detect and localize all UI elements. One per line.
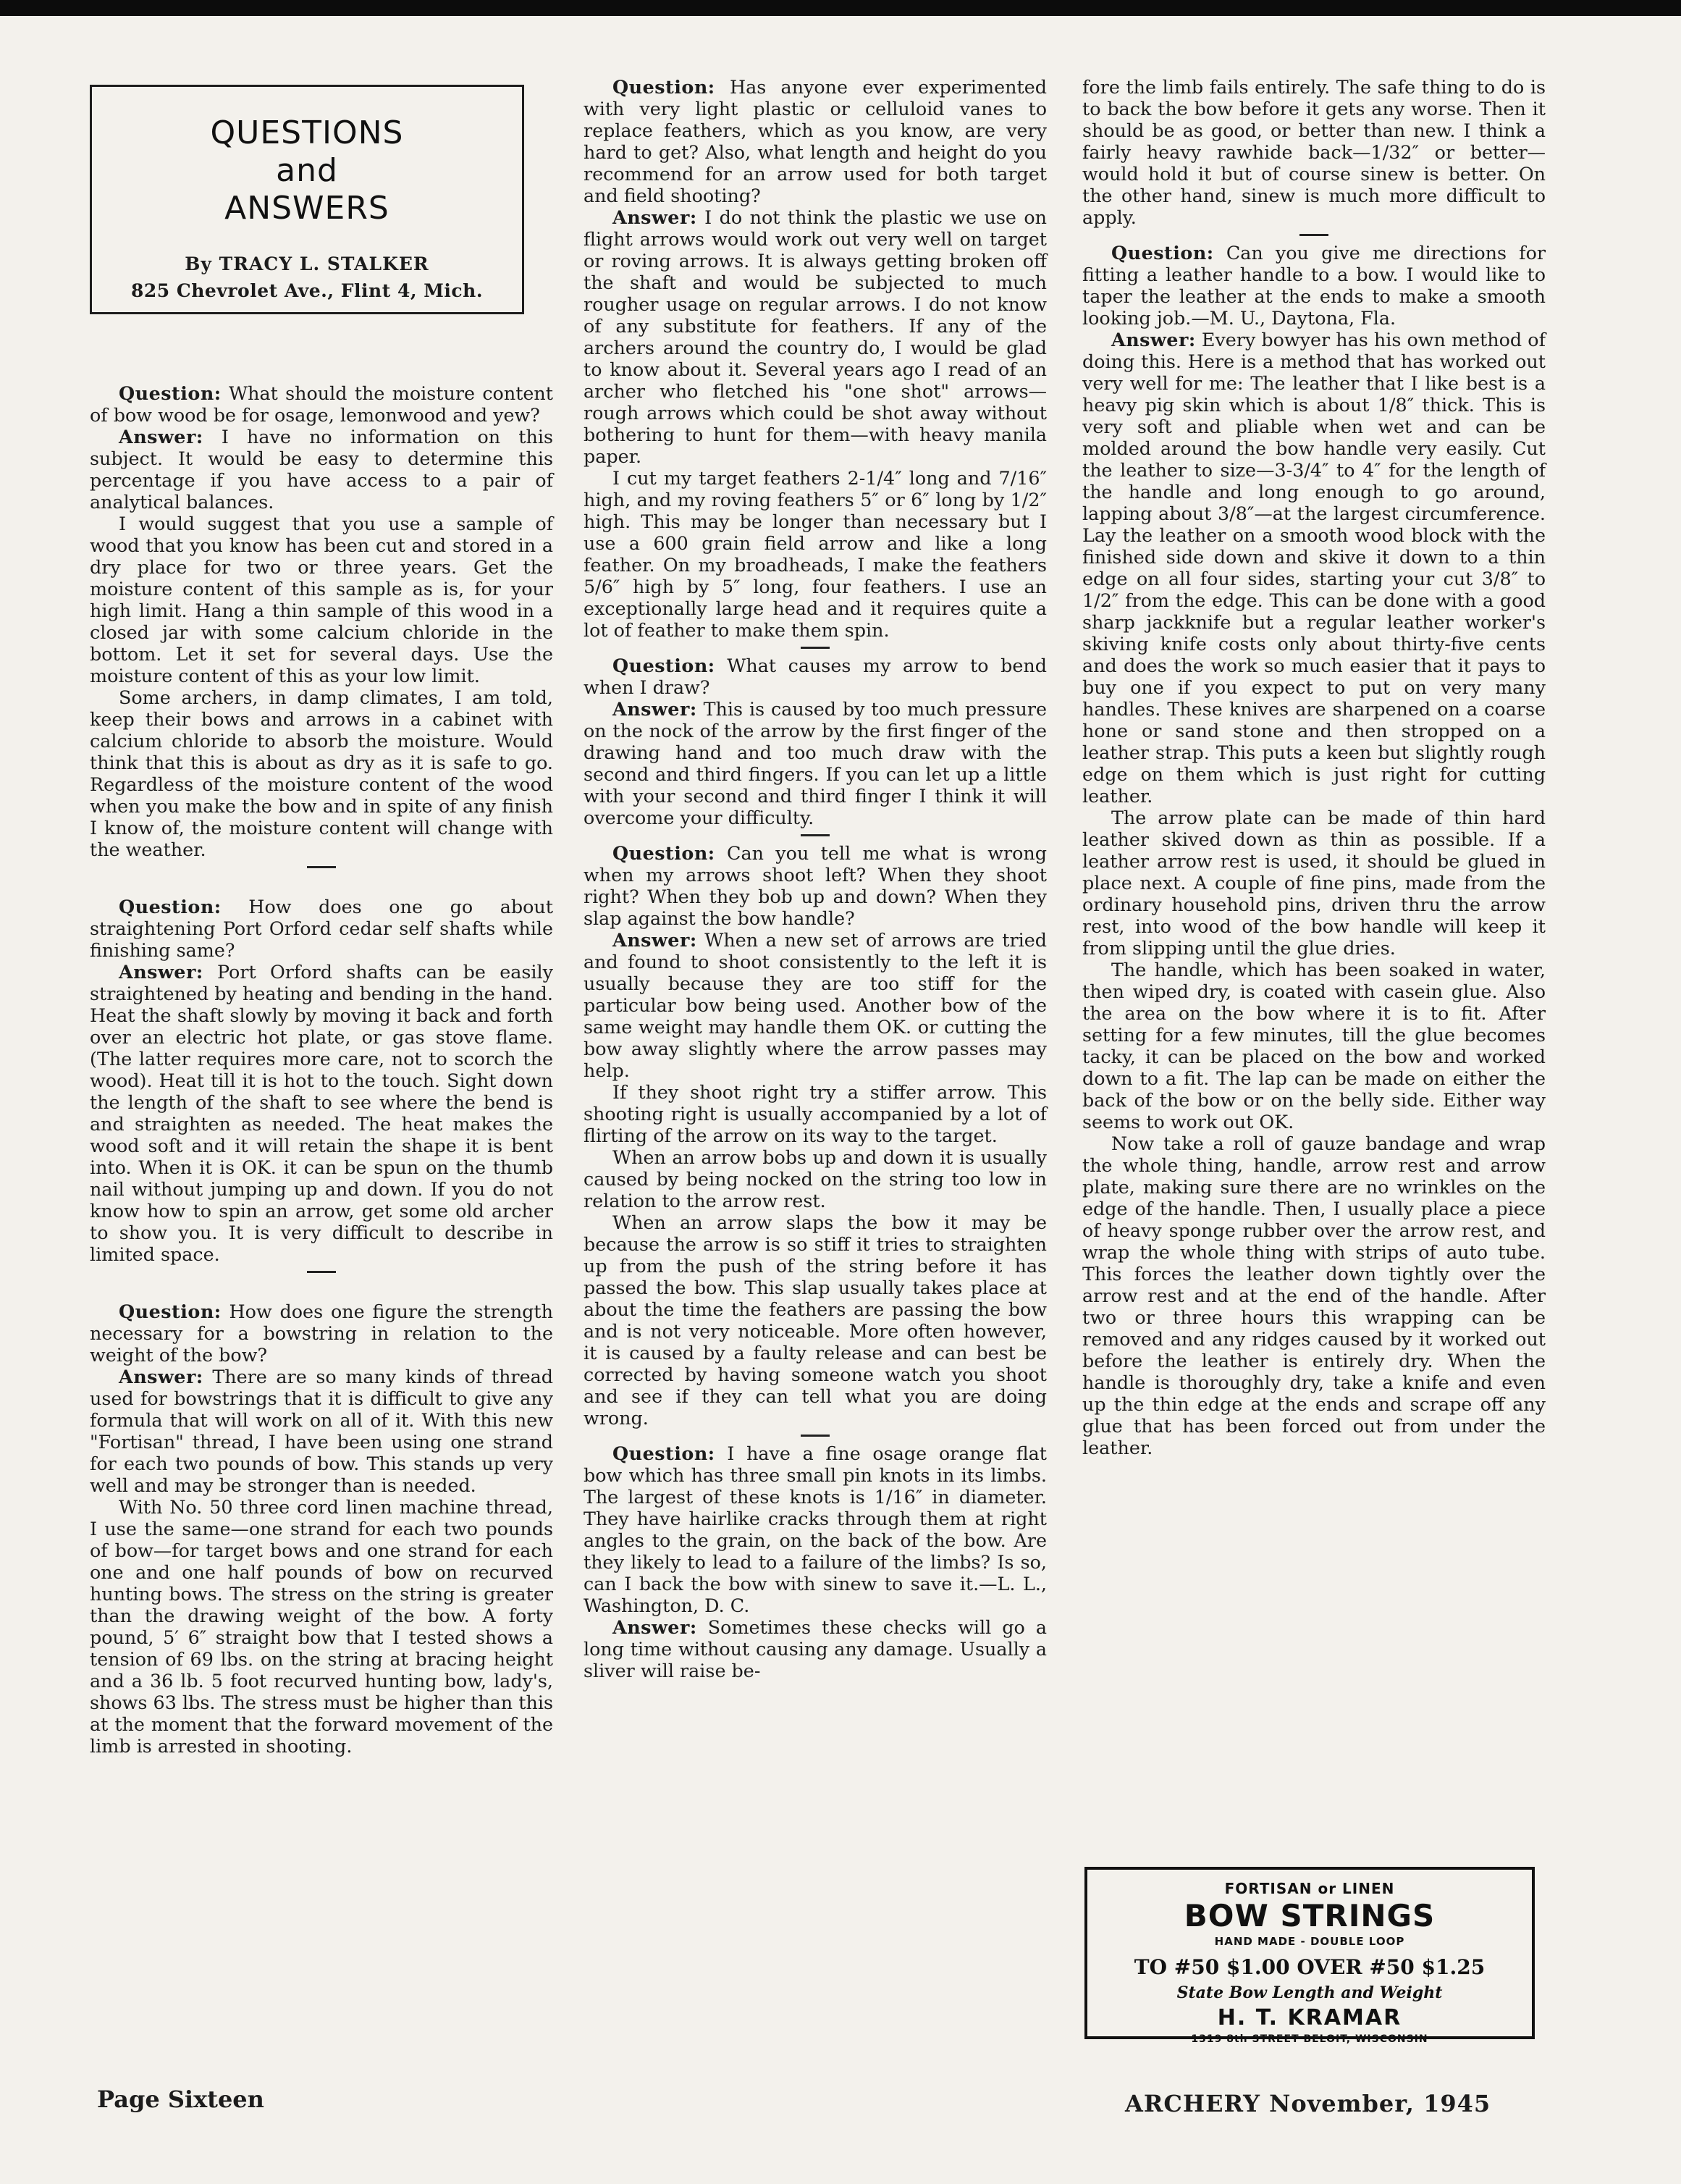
title-line-1: QUESTIONS	[210, 114, 404, 151]
column-2	[583, 76, 1047, 1681]
question-label: Question:	[119, 896, 222, 917]
paragraph: Question: Can you give me directions for fitting a leather handle to a bow. I would like to taper the leather at the ends to make a smooth looking job.—M. U., Daytona, Fla.	[1082, 242, 1546, 329]
title-line-2: and	[276, 152, 338, 189]
question-label: Question:	[119, 382, 222, 404]
paragraph: Answer: I have no information on this subject. It would be easy to determine this percentage if you have access to a pair of analytical balances.	[90, 426, 553, 513]
paragraph: Question: What should the moisture content of bow wood be for osage, lemonwood and yew?	[90, 382, 553, 426]
question-label: Question:	[612, 76, 715, 98]
ad-subhead: HAND MADE - DOUBLE LOOP	[1214, 1935, 1405, 1948]
answer-label: Answer:	[612, 698, 697, 720]
paragraph: When an arrow bobs up and down it is usually caused by being nocked on the string too low in relation to the arrow rest.	[583, 1146, 1047, 1211]
author-address: 825 Chevrolet Ave., Flint 4, Mich.	[130, 280, 484, 301]
ad-prices: TO #50 $1.00 OVER #50 $1.25	[1134, 1955, 1486, 1979]
separator	[307, 866, 336, 868]
paragraph: Question: How does one go about straightening Port Orford cedar self shafts while finishing same?	[90, 896, 553, 961]
paragraph: Now take a roll of gauze bandage and wrap the whole thing, handle, arrow rest and arrow plate, making sure there are no wrinkles on the edge of the handle. Then, I usually place a piece of heavy sponge rubber over the arrow rest, and wrap the whole thing with strips of auto tube. This forces the leather down tightly over the arrow rest and at the end of the handle. After two or three hours this wrapping can be removed and any ridges caused by it worked out before the leather is entirely dry. When the handle is thoroughly dry, take a knife and even up the thin edge at the ends and scrape off any glue that has been forced out from under the leather.	[1082, 1133, 1546, 1458]
question-label: Question:	[1111, 242, 1214, 264]
paragraph: Answer: There are so many kinds of thread used for bowstrings that it is difficult to give any formula that will work on all of it. With this new "Fortisan" thread, I have been using one strand for each two pounds of bow. This stands up very well and may be stronger than is needed.	[90, 1366, 553, 1496]
title-line-3: ANSWERS	[224, 190, 389, 227]
paragraph: Answer: When a new set of arrows are tried and found to shoot consistently to the left it is usually because they are too stiff for the particular bow being used. Another bow of the same weight may handle them OK. or cutting the bow away slightly where the arrow passes may help.	[583, 929, 1047, 1081]
answer-label: Answer:	[1111, 329, 1196, 350]
question-label: Question:	[612, 655, 715, 676]
paragraph: The handle, which has been soaked in water, then wiped dry, is coated with casein glue. Also the area on the bow where it is to fit. After setting for a few minutes, till the glue becomes tacky, it can be placed on the bow and worked down to a fit. The lap can be made on either the back of the bow or on the belly side. Either way seems to work out OK.	[1082, 959, 1546, 1133]
answer-label: Answer:	[612, 929, 697, 951]
paragraph: Question: Has anyone ever experimented with very light plastic or celluloid vanes to replace feathers, which as you know, are very hard to get? Also, what length and height do you recommend for an arrow used for both target and field shooting?	[583, 76, 1047, 206]
paragraph: With No. 50 three cord linen machine thread, I use the same—one strand for each two pounds of bow—for target bows and one strand for each one and one half pounds of bow on recurved hunting bows. The stress on the string is greater than the drawing weight of the bow. A forty pound, 5′ 6″ straight bow that I tested shows a tension of 69 lbs. on the string at bracing height and a 36 lb. 5 foot recurved hunting bow, lady's, shows 63 lbs. The stress must be higher than this at the moment that the forward movement of the limb is arrested in shooting.	[90, 1496, 553, 1757]
spacer	[90, 874, 553, 896]
publication-date: ARCHERY November, 1945	[1125, 2090, 1491, 2117]
separator	[801, 647, 830, 649]
answer-label: Answer:	[612, 1616, 697, 1638]
separator	[801, 834, 830, 836]
answer-label: Answer:	[612, 206, 697, 228]
paragraph: Answer: This is caused by too much pressure on the nock of the arrow by the first finger of the drawing hand and too much draw with the second and third fingers. If you can let up a little with your second and third finger I think it will overcome your difficulty.	[583, 698, 1047, 828]
paragraph: Question: Can you tell me what is wrong when my arrows shoot left? When they shoot right? When they bob up and down? When they slap against the bow handle?	[583, 842, 1047, 929]
column-1	[90, 382, 553, 1757]
ad-instruction: State Bow Length and Weight	[1176, 1983, 1443, 2002]
paragraph: Question: What causes my arrow to bend when I draw?	[583, 655, 1047, 698]
paragraph: If they shoot right try a stiffer arrow. This shooting right is usually accompanied by a lot of flirting of the arrow on its way to the target.	[583, 1081, 1047, 1146]
column-3	[1082, 76, 1546, 1458]
title-box	[90, 85, 524, 314]
question-label: Question:	[119, 1301, 222, 1322]
byline: By TRACY L. STALKER	[185, 253, 429, 274]
ad-headline: BOW STRINGS	[1184, 1898, 1436, 1933]
answer-label: Answer:	[119, 426, 203, 448]
answer-label: Answer:	[119, 1366, 203, 1387]
spacer	[90, 1279, 553, 1301]
separator	[1299, 234, 1328, 236]
paragraph: fore the limb fails entirely. The safe thing to do is to back the bow before it gets any worse. Then it should be as good, or better than new. I think a fairly heavy rawhide back—1/32″ or better—would hold it but of course sinew is better. On the other hand, sinew is much more difficult to apply.	[1082, 76, 1546, 228]
ad-seller-name: H. T. KRAMAR	[1217, 2005, 1402, 2030]
paragraph: Answer: Every bowyer has his own method of doing this. Here is a method that has worked out very well for me: The leather that I like best is a heavy pig skin which is about 1/8″ thick. This is very soft and pliable when wet and can be molded around the bow handle very easily. Cut the leather to size—3-3/4″ to 4″ for the length of the handle and long enough to go around, lapping about 3/8″—at the largest circumference. Lay the leather on a smooth wood block with the finished side down and skive it down to a thin edge on all four sides, starting your cut 3/8″ to 1/2″ from the edge. This can be done with a good sharp jackknife but a regular leather worker's skiving knife costs only about thirty-five cents and does the work so much easier that it pays to buy one if you expect to put on very many handles. These knives are sharpened on a coarse hone or sand stone and then stropped on a leather strap. This puts a keen but slightly rough edge on them which is just right for cutting leather.	[1082, 329, 1546, 807]
paragraph: I cut my target feathers 2-1/4″ long and 7/16″ high, and my roving feathers 5″ or 6″ long by 1/2″ high. This may be longer than necessary but I use a 600 grain field arrow and like a long feather. On my broadheads, I make the feathers 5/6″ high by 5″ long, four feathers. I use an exceptionally large head and it requires quite a lot of feather to make them spin.	[583, 467, 1047, 641]
paragraph: Some archers, in damp climates, I am told, keep their bows and arrows in a cabinet with calcium chloride to absorb the moisture. Would think that this is about as dry as it is safe to go. Regardless of the moisture content of the wood when you make the bow and in spite of any finish I know of, the moisture content will change with the weather.	[90, 686, 553, 860]
paragraph: Question: How does one figure the strength necessary for a bowstring in relation to the weight of the bow?	[90, 1301, 553, 1366]
paragraph: Question: I have a fine osage orange flat bow which has three small pin knots in its limbs. The largest of these knots is 1/16″ in diameter. They have hairlike cracks through them at right angles to the grain, on the back of the bow. Are they likely to lead to a failure of the limbs? Is so, can I back the bow with sinew to save it.—L. L., Washington, D. C.	[583, 1442, 1047, 1616]
bowstring-advertisement	[1084, 1867, 1535, 2045]
paragraph: The arrow plate can be made of thin hard leather skived down as thin as possible. If a leather arrow rest is used, it should be glued in place next. A couple of fine pins, made from the ordinary household pins, driven thru the arrow rest, into wood of the bow handle will keep it from slipping until the glue dries.	[1082, 807, 1546, 959]
paragraph: Answer: I do not think the plastic we use on flight arrows would work out very well on target or roving arrows. It is always getting broken off the shaft and would be subjected to much rougher usage on regular arrows. I do not know of any substitute for feathers. If any of the archers around the country do, I would be glad to know about it. Several years ago I read of an archer who fletched his "one shot" arrows—rough arrows which could be shot away without bothering to hunt for them—with heavy manila paper.	[583, 206, 1047, 467]
paragraph: Answer: Port Orford shafts can be easily straightened by heating and bending in the hand. Heat the shaft slowly by moving it back and forth over an electric hot plate, or gas stove flame. (The latter requires more care, not to scorch the wood). Heat till it is hot to the touch. Sight down the length of the shaft to see where the bend is and straighten as needed. The heat makes the wood soft and it will retain the shape it is bent into. When it is OK. it can be spun on the thumb nail without jumping up and down. If you do not know how to spin an arrow, get some old archer to show you. It is very difficult to describe in limited space.	[90, 961, 553, 1265]
question-label: Question:	[612, 1442, 715, 1464]
separator	[307, 1271, 336, 1273]
ad-seller-address: 1319 8th STREET BELOIT, WISCONSIN	[1191, 2033, 1428, 2045]
question-label: Question:	[612, 842, 715, 864]
page-top-edge	[0, 0, 1681, 16]
ad-material: FORTISAN or LINEN	[1224, 1880, 1395, 1897]
page-number: Page Sixteen	[97, 2086, 264, 2113]
answer-label: Answer:	[119, 961, 203, 983]
paragraph: Answer: Sometimes these checks will go a long time without causing any damage. Usually a sliver will raise be-	[583, 1616, 1047, 1681]
paragraph: I would suggest that you use a sample of wood that you know has been cut and stored in a dry place for two or three years. Get the moisture content of this sample as is, for your high limit. Hang a thin sample of this wood in a closed jar with some calcium chloride in the bottom. Let it set for several days. Use the moisture content of this as your low limit.	[90, 513, 553, 686]
separator	[801, 1435, 830, 1437]
paragraph: When an arrow slaps the bow it may be because the arrow is so stiff it tries to straighten up from the push of the string before it has passed the bow. This slap usually takes place at about the time the feathers are passing the bow and is not very noticeable. More often however, it is caused by a faulty release and can best be corrected by having someone watch you shoot and see if they can tell what you are doing wrong.	[583, 1211, 1047, 1429]
